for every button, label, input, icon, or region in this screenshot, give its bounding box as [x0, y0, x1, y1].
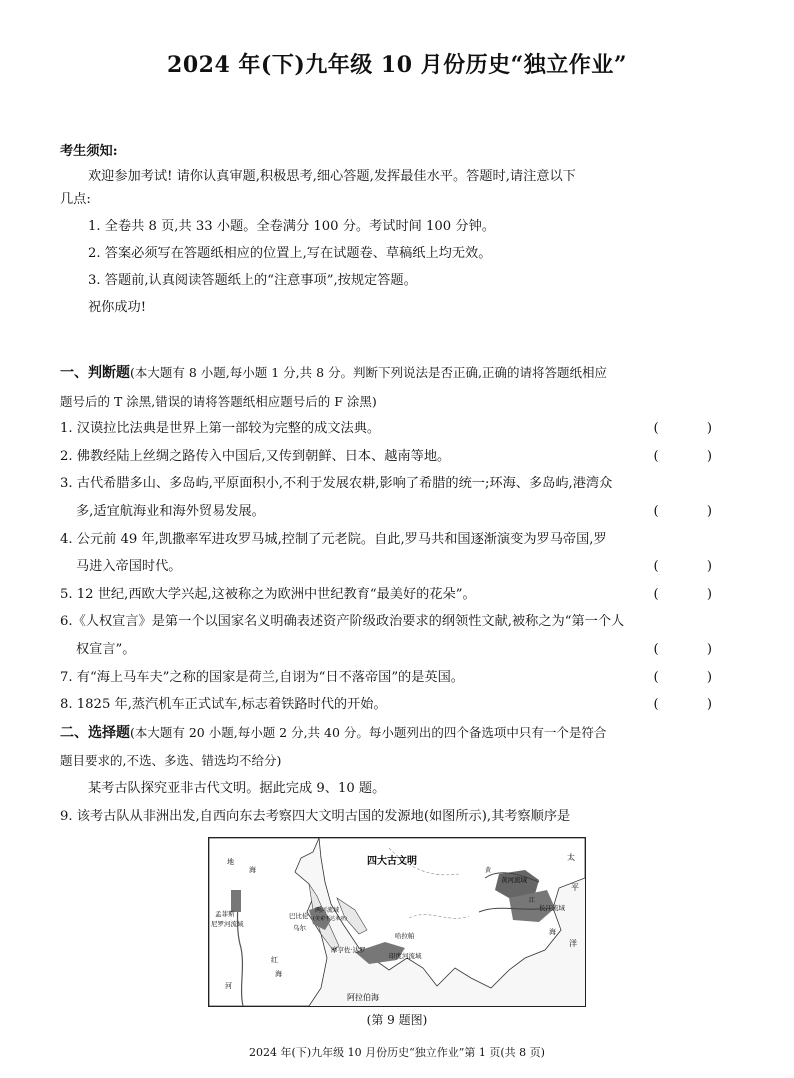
- question-6-text: 6.《人权宣言》是第一个以国家名义明确表述资产阶级政治要求的纲领性文献,被称之为“第一个人: [60, 614, 625, 630]
- notice-item-2: 2. 答案必须写在答题纸相应的位置上,写在试题卷、草稿纸上均无效。: [88, 246, 492, 261]
- question-8: [60, 691, 740, 719]
- map-label-indus: 印度河流域: [389, 952, 422, 960]
- section2-desc-cont: 题目要求的,不选、多选、错选均不给分): [60, 753, 282, 769]
- answer-paren: ( ): [653, 669, 734, 685]
- map-label-sea: 海: [249, 866, 256, 874]
- map-label-nile: 尼罗河流域: [211, 920, 244, 928]
- notice-heading: 考生须知:: [60, 144, 118, 159]
- map-label-mesopotamia-note: (美索不达米亚): [313, 916, 347, 922]
- map-label-yangtze: 长江流域: [539, 904, 565, 912]
- question-3-text: 3. 古代希腊多山、多岛屿,平原面积小,不利于发展农耕,影响了希腊的统一;环海、多岛屿,港湾众: [60, 476, 613, 492]
- ancient-civilizations-map: [208, 837, 586, 1007]
- section2-header: [60, 719, 740, 748]
- notice-intro-cont: 几点:: [60, 192, 91, 207]
- section1-header: [60, 359, 740, 388]
- map-label-ocean: 海: [549, 928, 556, 936]
- map-label-yellow: 黄河流域: [501, 876, 527, 884]
- question-3: [60, 470, 740, 498]
- answer-paren: ( ): [653, 421, 734, 437]
- notice-wish: 祝你成功!: [88, 300, 147, 315]
- answer-paren: ( ): [653, 559, 734, 575]
- notice-item-1: 1. 全卷共 8 页,共 33 小题。全卷满分 100 分。考试时间 100 分钟。: [88, 219, 495, 234]
- map-label-red: 海: [275, 970, 282, 978]
- notice-intro: 欢迎参加考试! 请你认真审题,积极思考,细心答题,发挥最佳水平。答题时,请注意以下: [88, 169, 576, 184]
- section1-desc-cont: 题号后的 T 涂黑,错误的请将答题纸相应题号后的 F 涂黑): [60, 393, 377, 409]
- question-2: [60, 443, 740, 471]
- notice-item-3: 3. 答题前,认真阅读答题纸上的“注意事项”,按规定答题。: [88, 273, 417, 288]
- map-label-river: 河: [225, 982, 232, 990]
- figure-caption: (第 9 题图): [366, 1013, 428, 1027]
- question-7-text: 7. 有“海上马车夫”之称的国家是荷兰,自诩为“日不落帝国”的是英国。: [60, 669, 464, 685]
- section-judgement: [60, 359, 740, 830]
- question-4-cont: [60, 553, 740, 581]
- map-label-memphis: 孟菲斯: [215, 910, 235, 918]
- question-6: [60, 608, 740, 636]
- map-label-babylon: 巴比伦: [289, 912, 309, 920]
- question-2-text: 2. 佛教经陆上丝绸之路传入中国后,又传到朝鲜、日本、越南等地。: [60, 448, 451, 464]
- question-5-text: 5. 12 世纪,西欧大学兴起,这被称之为欧洲中世纪教育“最美好的花朵”。: [60, 586, 476, 602]
- section1-desc: (本大题有 8 小题,每小题 1 分,共 8 分。判断下列说法是否正确,正确的请将答题纸相应: [130, 365, 607, 380]
- map-label-pacific: 洋: [569, 939, 577, 948]
- map-label-land: 地: [227, 858, 234, 866]
- map-label-harappa: 哈拉帕: [395, 932, 415, 940]
- section2-stem: 某考古队探究亚非古代文明。据此完成 9、10 题。: [88, 780, 386, 796]
- answer-paren: ( ): [653, 641, 734, 657]
- page-footer: 2024 年(下)九年级 10 月份历史“独立作业”第 1 页(共 8 页): [249, 1046, 545, 1059]
- map-label-arabian-sea: 阿拉伯海: [347, 993, 379, 1002]
- question-9: 9. 该考古队从非洲出发,自西向东去考察四大文明古国的发源地(如图所示),其考察顺序是: [60, 808, 571, 824]
- answer-paren: ( ): [653, 448, 734, 464]
- map-label-ur: 乌尔: [293, 924, 306, 932]
- question-4-text: 4. 公元前 49 年,凯撒率军进攻罗马城,控制了元老院。自此,罗马共和国逐渐演变为罗马帝国,罗: [60, 531, 607, 547]
- question-6-cont: [60, 636, 740, 664]
- map-svg: [209, 838, 585, 1006]
- map-label-mohenjo: 摩亨佐·达罗: [331, 946, 366, 954]
- question-3-text-cont: 多,适宜航海业和海外贸易发展。: [76, 503, 265, 519]
- map-label-pacific: 太: [567, 853, 575, 862]
- section2-title: 二、选择题: [60, 724, 130, 741]
- section2-desc: (本大题有 20 小题,每小题 2 分,共 40 分。每小题列出的四个备选项中只有一个是符合: [130, 724, 607, 740]
- answer-paren: ( ): [653, 586, 734, 602]
- map-label-red: 红: [271, 956, 278, 964]
- section1-title: 一、判断题: [60, 365, 130, 381]
- question-8-text: 8. 1825 年,蒸汽机车正式试车,标志着铁路时代的开始。: [60, 697, 387, 713]
- nile-region: [231, 890, 241, 912]
- question-7: [60, 664, 740, 692]
- question-3-cont: [60, 498, 740, 526]
- question-6-text-cont: 权宣言”。: [76, 641, 136, 657]
- page-title: 2024 年(下)九年级 10 月份历史“独立作业”: [167, 52, 627, 78]
- question-1: [60, 415, 740, 443]
- map-label-mesopotamia: 两河流域: [315, 907, 340, 914]
- map-title: 四大古文明: [367, 856, 417, 867]
- question-1-text: 1. 汉谟拉比法典是世界上第一部较为完整的成文法典。: [60, 421, 381, 437]
- question-4-text-cont: 马进入帝国时代。: [76, 559, 182, 575]
- map-label-huang: 黄: [485, 867, 492, 874]
- map-label-pacific: 平: [571, 883, 579, 892]
- notice-section: [60, 140, 740, 319]
- map-label-jiang: 江: [529, 897, 536, 904]
- question-4: [60, 526, 740, 554]
- answer-paren: ( ): [653, 503, 734, 519]
- question-5: [60, 581, 740, 609]
- answer-paren: ( ): [653, 697, 734, 713]
